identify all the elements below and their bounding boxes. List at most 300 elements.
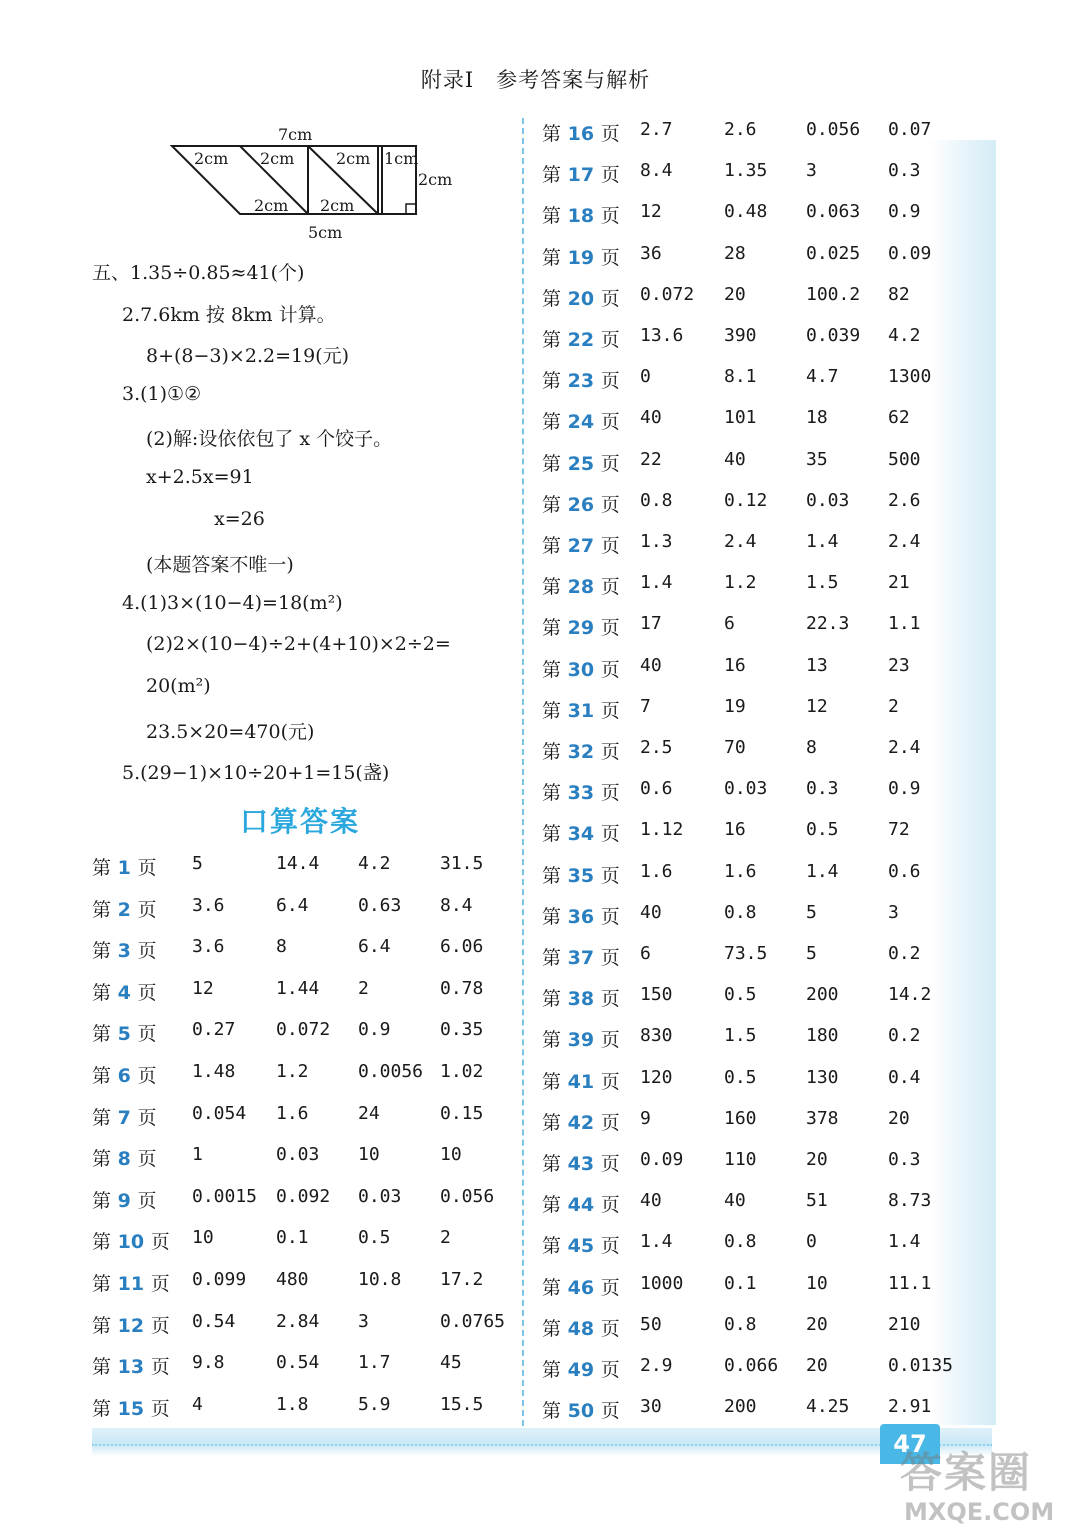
answer-value: 50 <box>640 1313 662 1335</box>
page-prefix: 第 <box>542 1400 562 1423</box>
page-label <box>542 1108 620 1135</box>
answer-value: 10 <box>440 1144 462 1166</box>
answer-value: 0.03 <box>358 1185 402 1207</box>
page-num: 16 <box>561 123 601 145</box>
answer-value: 8.4 <box>640 160 673 182</box>
answer-value: 1.4 <box>640 1231 673 1253</box>
page-num: 39 <box>561 1029 601 1052</box>
page-suffix: 页 <box>137 1189 157 1212</box>
page-num: 43 <box>561 1153 601 1175</box>
answer-value: 2.91 <box>888 1396 932 1418</box>
answer-value: 0.4 <box>888 1066 921 1088</box>
answer-value: 1.48 <box>192 1061 236 1082</box>
page-label <box>92 895 156 922</box>
answer-value: 6.06 <box>440 936 484 958</box>
answer-value: 0.5 <box>724 984 757 1006</box>
answer-value: 0.48 <box>724 201 768 223</box>
page-label <box>92 1269 170 1296</box>
page-prefix: 第 <box>542 164 562 187</box>
page-prefix: 第 <box>542 246 562 269</box>
page-num: 45 <box>561 1235 601 1258</box>
answer-value: 9.8 <box>192 1352 225 1374</box>
answer-value: 0.066 <box>724 1355 779 1376</box>
answer-value: 101 <box>724 407 757 429</box>
answer-value: 12 <box>192 977 214 999</box>
page-label <box>542 1314 620 1341</box>
answer-line: 20(m²) <box>146 675 211 697</box>
answer-line: x+2.5x=91 <box>146 466 254 488</box>
answer-value: 17 <box>640 613 662 635</box>
page-suffix: 页 <box>600 947 620 969</box>
page-label <box>92 978 156 1005</box>
page-num: 42 <box>561 1111 601 1134</box>
answer-value: 1.12 <box>640 819 684 841</box>
answer-value: 1.2 <box>724 572 757 594</box>
answer-value: 0.63 <box>358 894 402 916</box>
diagram-inner-label: 2cm <box>194 149 229 168</box>
answer-value: 1.4 <box>888 1231 921 1253</box>
page-label <box>542 407 620 434</box>
page-suffix: 页 <box>600 411 620 434</box>
page-label <box>542 366 620 393</box>
page-title: 附录Ⅰ 参考答案与解析 <box>420 68 651 92</box>
answer-value: 0.9 <box>358 1019 391 1041</box>
page-num: 35 <box>561 864 601 887</box>
answer-value: 110 <box>724 1149 757 1170</box>
page-suffix: 页 <box>600 1070 620 1093</box>
answer-value: 12 <box>640 201 662 223</box>
page-prefix: 第 <box>92 1065 112 1087</box>
page-label <box>542 819 620 846</box>
page-prefix: 第 <box>542 1276 562 1299</box>
answer-value: 0.3 <box>888 160 921 182</box>
page-num: 25 <box>561 452 601 475</box>
page-label <box>92 1394 170 1421</box>
page-suffix: 页 <box>600 452 620 475</box>
answer-value: 0.8 <box>724 901 757 923</box>
answer-value: 20 <box>888 1107 910 1129</box>
answer-value: 0.092 <box>276 1185 331 1207</box>
answer-value: 35 <box>806 448 828 470</box>
page-suffix: 页 <box>137 1065 157 1087</box>
page-num: 18 <box>561 205 601 228</box>
page-prefix: 第 <box>92 1148 112 1171</box>
answer-value: 0.6 <box>888 860 921 882</box>
page-suffix: 页 <box>600 1111 620 1134</box>
page-prefix: 第 <box>542 947 562 969</box>
page-label <box>542 1067 620 1094</box>
page-prefix: 第 <box>542 864 562 887</box>
answer-value: 4.2 <box>888 325 921 346</box>
answer-line: x=26 <box>214 508 265 530</box>
answer-value: 1.6 <box>724 860 757 882</box>
page-suffix: 页 <box>600 1400 620 1423</box>
answer-value: 150 <box>640 984 673 1006</box>
page-suffix: 页 <box>137 1023 157 1046</box>
page-label <box>542 902 620 929</box>
page-num: 31 <box>561 699 601 722</box>
page-prefix: 第 <box>542 123 562 145</box>
answer-value: 1 <box>192 1144 203 1166</box>
page-label <box>542 655 620 682</box>
page-num: 22 <box>561 329 601 351</box>
answer-value: 0.2 <box>888 943 921 964</box>
page-suffix: 页 <box>137 857 157 879</box>
answer-line: 4.(1)3×(10−4)=18(m²) <box>122 592 343 614</box>
bottom-decoration-band <box>92 1428 992 1456</box>
page-num: 27 <box>561 535 601 557</box>
answer-line: (本题答案不唯一) <box>146 554 294 576</box>
answer-value: 0 <box>806 1231 817 1253</box>
page-prefix: 第 <box>92 1023 112 1046</box>
answer-value: 1.4 <box>640 572 673 594</box>
page-label <box>542 778 620 805</box>
page-label <box>542 325 620 352</box>
page-suffix: 页 <box>150 1397 170 1420</box>
answer-value: 2.4 <box>888 531 921 552</box>
page-suffix: 页 <box>600 1194 620 1217</box>
answer-value: 0.03 <box>276 1144 320 1166</box>
page-prefix: 第 <box>542 988 562 1011</box>
page-prefix: 第 <box>92 898 112 921</box>
page-suffix: 页 <box>600 493 620 516</box>
answer-value: 8 <box>806 737 817 758</box>
page-num: 15 <box>111 1397 151 1420</box>
answer-line: 3.(1)①② <box>122 383 202 405</box>
answer-value: 0.8 <box>724 1313 757 1335</box>
page-suffix: 页 <box>600 576 620 599</box>
page-label <box>542 1273 620 1300</box>
page-num: 49 <box>561 1359 601 1381</box>
page-prefix: 第 <box>92 1273 112 1295</box>
page-prefix: 第 <box>542 535 562 557</box>
page-prefix: 第 <box>542 1317 562 1340</box>
diagram-inner-label: 2cm <box>254 196 289 215</box>
answer-line: 5.(29−1)×10÷20+1=15(盏) <box>122 762 390 784</box>
page-num: 8 <box>111 1148 138 1171</box>
page-prefix: 第 <box>542 287 562 310</box>
answer-value: 14.4 <box>276 853 320 874</box>
page-suffix: 页 <box>600 1029 620 1052</box>
answer-value: 0.025 <box>806 242 861 264</box>
answer-value: 0.78 <box>440 977 484 999</box>
page-num: 2 <box>111 898 138 921</box>
answer-value: 40 <box>640 407 662 429</box>
diagram-top-label: 7cm <box>278 125 313 144</box>
page-num: 4 <box>111 981 138 1004</box>
answer-value: 28 <box>724 242 746 264</box>
page-prefix: 第 <box>92 1231 112 1254</box>
page-num: 12 <box>111 1314 151 1337</box>
answer-value: 72 <box>888 819 910 841</box>
answer-value: 2.5 <box>640 737 673 758</box>
page-label <box>92 1311 170 1338</box>
page-suffix: 页 <box>600 1359 620 1381</box>
answer-value: 8.4 <box>440 894 473 916</box>
page-num: 36 <box>561 905 601 928</box>
answer-value: 20 <box>806 1355 828 1376</box>
answer-value: 24 <box>358 1102 380 1124</box>
answer-value: 10 <box>358 1144 380 1166</box>
page-prefix: 第 <box>92 1314 112 1337</box>
page-prefix: 第 <box>542 1070 562 1093</box>
answer-value: 1.3 <box>640 531 673 552</box>
page-prefix: 第 <box>92 981 112 1004</box>
page-num: 11 <box>111 1273 151 1295</box>
page-suffix: 页 <box>600 370 620 393</box>
answer-value: 2.4 <box>724 531 757 552</box>
page-num: 50 <box>561 1400 601 1423</box>
page-prefix: 第 <box>542 699 562 722</box>
page-prefix: 第 <box>542 370 562 393</box>
answer-value: 21 <box>888 572 910 594</box>
page-prefix: 第 <box>542 452 562 475</box>
answer-value: 0.8 <box>640 489 673 511</box>
answer-value: 5 <box>192 853 203 874</box>
answer-value: 3 <box>888 901 899 923</box>
page-suffix: 页 <box>600 329 620 351</box>
answer-value: 8.73 <box>888 1190 932 1212</box>
page-label <box>542 160 620 187</box>
page-label <box>542 1149 620 1176</box>
answer-value: 6.4 <box>276 894 309 916</box>
answer-value: 0.54 <box>192 1310 236 1332</box>
page-suffix: 页 <box>150 1273 170 1295</box>
diagram-right-label: 2cm <box>418 170 453 189</box>
page-prefix: 第 <box>542 1029 562 1052</box>
page-suffix: 页 <box>600 864 620 887</box>
page-suffix: 页 <box>600 205 620 228</box>
page-suffix: 页 <box>600 658 620 681</box>
page-suffix: 页 <box>600 782 620 805</box>
page-suffix: 页 <box>600 164 620 187</box>
answer-value: 0.1 <box>276 1227 309 1249</box>
answer-value: 9 <box>640 1107 651 1129</box>
page-num: 7 <box>111 1106 138 1129</box>
page-suffix: 页 <box>150 1356 170 1379</box>
page-num: 30 <box>561 658 601 681</box>
page-suffix: 页 <box>600 287 620 310</box>
answer-value: 0.03 <box>806 489 850 511</box>
page-label <box>92 1061 156 1088</box>
watermark-bottom-text: MXQE.COM <box>904 1498 1055 1526</box>
page-suffix: 页 <box>600 1276 620 1299</box>
answer-value: 2 <box>888 695 899 717</box>
page-prefix: 第 <box>542 905 562 928</box>
watermark-logo <box>900 1440 1070 1530</box>
answer-value: 0.15 <box>440 1102 484 1124</box>
answer-value: 160 <box>724 1107 757 1129</box>
answer-value: 2.9 <box>640 1355 673 1376</box>
diagram-bottom-label: 5cm <box>308 223 343 242</box>
page-num: 17 <box>561 164 601 187</box>
answer-value: 20 <box>806 1313 828 1335</box>
page-prefix: 第 <box>92 1356 112 1379</box>
answer-line: 8+(8−3)×2.2=19(元) <box>146 345 349 367</box>
answer-line: 2.7.6km 按 8km 计算。 <box>122 304 336 326</box>
page-suffix: 页 <box>600 246 620 269</box>
page-prefix: 第 <box>542 823 562 846</box>
answer-value: 100.2 <box>806 283 861 305</box>
answer-value: 4.25 <box>806 1396 850 1418</box>
answer-value: 40 <box>640 901 662 923</box>
page-prefix: 第 <box>542 493 562 516</box>
answer-value: 200 <box>724 1396 757 1418</box>
answer-value: 73.5 <box>724 943 768 964</box>
column-divider <box>522 118 524 1426</box>
answer-value: 0.09 <box>888 242 932 264</box>
answer-value: 14.2 <box>888 984 932 1006</box>
answer-value: 1.2 <box>276 1061 309 1082</box>
page-num: 19 <box>561 246 601 269</box>
answer-value: 30 <box>640 1396 662 1418</box>
page-num: 46 <box>561 1276 601 1299</box>
answer-value: 2.4 <box>888 737 921 758</box>
answer-value: 0.039 <box>806 325 861 346</box>
answer-value: 1.4 <box>806 860 839 882</box>
page-prefix: 第 <box>542 782 562 805</box>
answer-value: 8 <box>276 936 287 958</box>
answer-value: 0.3 <box>888 1149 921 1170</box>
answer-value: 40 <box>724 448 746 470</box>
page-suffix: 页 <box>600 988 620 1011</box>
answer-value: 0.07 <box>888 119 932 140</box>
answer-value: 36 <box>640 242 662 264</box>
page-prefix: 第 <box>92 857 112 879</box>
answer-value: 20 <box>806 1149 828 1170</box>
page-label <box>542 1190 620 1217</box>
answer-value: 0.6 <box>640 778 673 800</box>
page-num: 32 <box>561 741 601 763</box>
page-label <box>542 984 620 1011</box>
page-prefix: 第 <box>92 940 112 963</box>
answer-line: (2)解:设依依包了 x 个饺子。 <box>146 428 393 450</box>
page-prefix: 第 <box>92 1397 112 1420</box>
page-prefix: 第 <box>542 1359 562 1381</box>
page-num: 41 <box>561 1070 601 1093</box>
page-num: 10 <box>111 1231 151 1254</box>
page-num: 20 <box>561 287 601 310</box>
answer-value: 0.1 <box>724 1272 757 1294</box>
answer-value: 40 <box>724 1190 746 1212</box>
answer-value: 6 <box>724 613 735 635</box>
answer-value: 70 <box>724 737 746 758</box>
answer-value: 120 <box>640 1066 673 1088</box>
page-label <box>542 1025 620 1052</box>
answer-value: 1.8 <box>276 1393 309 1415</box>
answer-value: 0.099 <box>192 1269 247 1290</box>
answer-value: 180 <box>806 1025 839 1047</box>
page-num: 9 <box>111 1189 138 1212</box>
answer-value: 0.54 <box>276 1352 320 1374</box>
page-suffix: 页 <box>600 1235 620 1258</box>
answer-value: 1.4 <box>806 531 839 552</box>
answer-value: 1.6 <box>640 860 673 882</box>
page-prefix: 第 <box>542 329 562 351</box>
answer-value: 2.6 <box>724 119 757 140</box>
page-suffix: 页 <box>600 617 620 640</box>
page-suffix: 页 <box>137 981 157 1004</box>
answer-value: 19 <box>724 695 746 717</box>
answer-value: 0.8 <box>724 1231 757 1253</box>
answer-value: 62 <box>888 407 910 429</box>
answer-value: 130 <box>806 1066 839 1088</box>
answer-value: 4.7 <box>806 366 839 388</box>
page-num: 23 <box>561 370 601 393</box>
answer-value: 5 <box>806 943 817 964</box>
page-suffix: 页 <box>600 123 620 145</box>
page-label <box>542 490 620 517</box>
page-suffix: 页 <box>150 1314 170 1337</box>
page-prefix: 第 <box>542 1235 562 1258</box>
answer-line: 五、1.35÷0.85≈41(个) <box>92 262 305 284</box>
page-label <box>542 1231 620 1258</box>
page-suffix: 页 <box>600 741 620 763</box>
answer-value: 8.1 <box>724 366 757 388</box>
answer-value: 22.3 <box>806 613 850 635</box>
answer-value: 6 <box>640 943 651 964</box>
answer-value: 16 <box>724 819 746 841</box>
page-prefix: 第 <box>542 1194 562 1217</box>
answer-value: 0.0135 <box>888 1355 954 1376</box>
answer-value: 0.0015 <box>192 1185 258 1207</box>
answer-value: 0.5 <box>724 1066 757 1088</box>
answer-value: 4 <box>192 1393 203 1415</box>
answer-value: 5.9 <box>358 1393 391 1415</box>
answer-value: 1.7 <box>358 1352 391 1374</box>
page-suffix: 页 <box>137 1106 157 1129</box>
answer-value: 0.9 <box>888 778 921 800</box>
page-suffix: 页 <box>600 905 620 928</box>
page-prefix: 第 <box>542 658 562 681</box>
answer-value: 12 <box>806 695 828 717</box>
answer-value: 0.072 <box>640 283 695 305</box>
page-prefix: 第 <box>542 741 562 763</box>
answer-value: 3.6 <box>192 894 225 916</box>
answer-value: 3 <box>806 160 817 182</box>
page-suffix: 页 <box>600 1317 620 1340</box>
answer-value: 17.2 <box>440 1269 484 1290</box>
answer-value: 0.3 <box>806 778 839 800</box>
answer-value: 10 <box>192 1227 214 1249</box>
answer-value: 15.5 <box>440 1393 484 1415</box>
answer-value: 2.6 <box>888 489 921 511</box>
kousuan-title: 口算答案 <box>240 805 361 838</box>
answer-value: 1.5 <box>806 572 839 594</box>
page-prefix: 第 <box>542 411 562 434</box>
answer-value: 11.1 <box>888 1272 932 1294</box>
page-num: 1 <box>111 857 138 879</box>
answer-value: 1.1 <box>888 613 921 635</box>
answer-value: 7 <box>640 695 651 717</box>
answer-value: 200 <box>806 984 839 1006</box>
answer-value: 0.09 <box>640 1149 684 1170</box>
answer-value: 51 <box>806 1190 828 1212</box>
answer-value: 20 <box>724 283 746 305</box>
page-label <box>542 572 620 599</box>
answer-value: 0.5 <box>358 1227 391 1249</box>
page-num: 3 <box>111 940 138 963</box>
page-num: 28 <box>561 576 601 599</box>
diagram-inner-label: 2cm <box>320 196 355 215</box>
page-label <box>92 853 156 880</box>
answer-value: 3.6 <box>192 936 225 958</box>
answer-value: 0 <box>640 366 651 388</box>
page-suffix: 页 <box>137 1148 157 1171</box>
page-suffix: 页 <box>600 699 620 722</box>
page-label <box>542 284 620 311</box>
answer-value: 1.35 <box>724 160 768 182</box>
